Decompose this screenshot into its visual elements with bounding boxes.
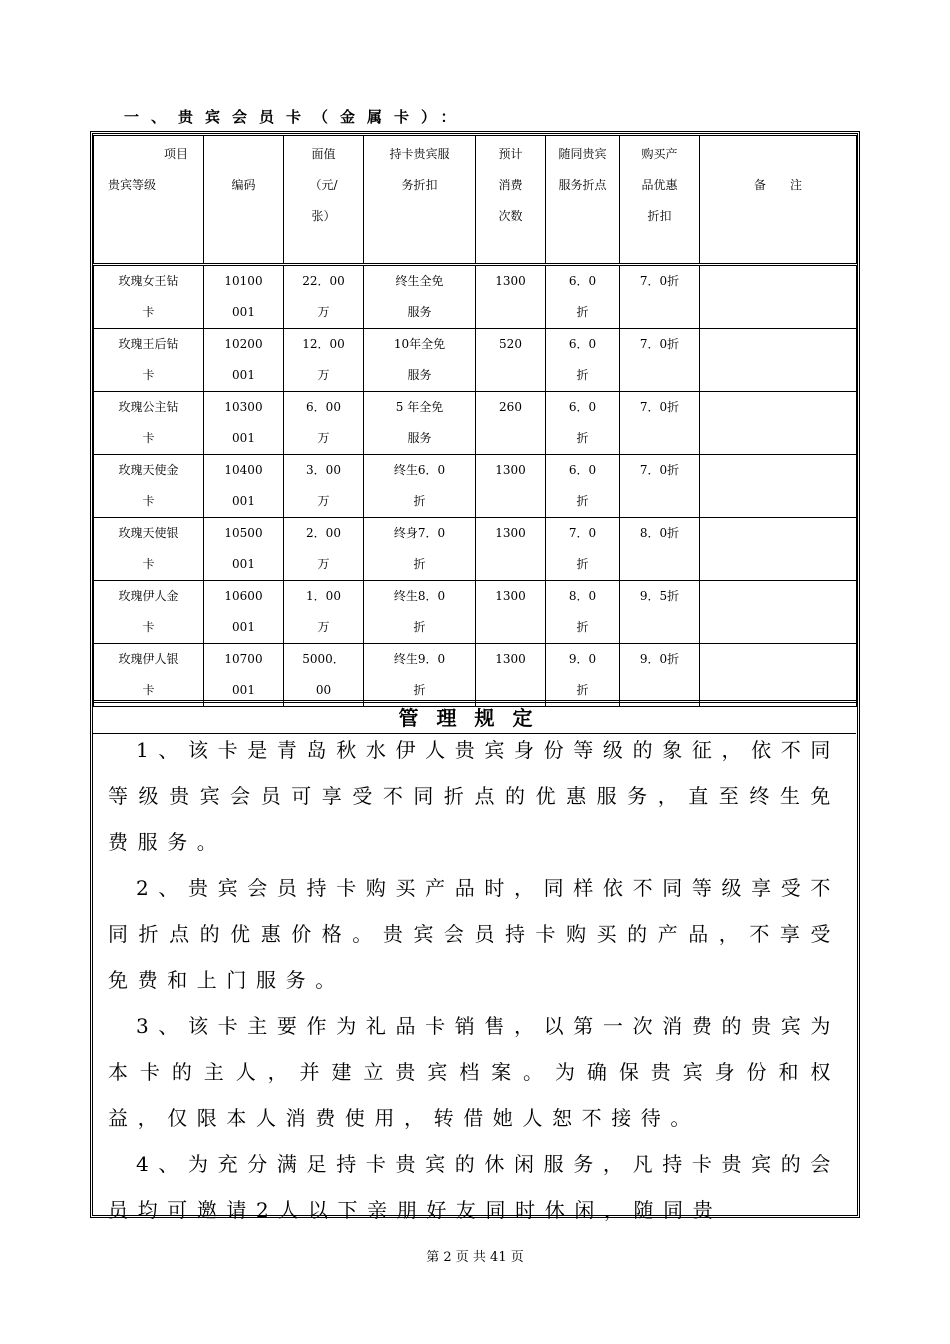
cell-visits: 1300: [476, 518, 546, 581]
rule-paragraph: 4、为充分满足持卡贵宾的休闲服务，凡持卡贵宾的会员均可邀请2人以下亲朋好友同时休闲，随同贵: [108, 1152, 840, 1222]
rule-paragraph: 1、该卡是青岛秋水伊人贵宾身份等级的象征，依不同等级贵宾会员可享受不同折点的优惠服务，直至终生免费服务。: [108, 738, 840, 854]
cell-face-value: 22．00万: [284, 265, 364, 329]
cell-code: 10100001: [204, 265, 284, 329]
cell-code: 10700001: [204, 644, 284, 707]
cell-face-value: 3．00万: [284, 455, 364, 518]
cell-remarks: [700, 644, 857, 707]
cell-companion-discount: 6．0折: [546, 392, 620, 455]
header-corner-bottom: 贵宾等级: [108, 178, 157, 192]
table-row: [94, 581, 857, 644]
table-row: [94, 644, 857, 707]
cell-service-discount: 终生6．0折: [364, 455, 476, 518]
cell-face-value: 2．00万: [284, 518, 364, 581]
cell-companion-discount: 9．0折: [546, 644, 620, 707]
cell-remarks: [700, 329, 857, 392]
cell-product-discount: 8．0折: [620, 518, 700, 581]
cell-remarks: [700, 581, 857, 644]
cell-code: 10400001: [204, 455, 284, 518]
cell-level: 玫瑰伊人金卡: [94, 581, 204, 644]
cell-level: 玫瑰伊人银卡: [94, 644, 204, 707]
cell-level: 玫瑰天使金卡: [94, 455, 204, 518]
cell-service-discount: 终身7．0折: [364, 518, 476, 581]
cell-companion-discount: 6．0折: [546, 455, 620, 518]
cell-product-discount: 9．0折: [620, 644, 700, 707]
header-code: 编码: [204, 136, 284, 265]
cell-visits: 520: [476, 329, 546, 392]
table-row: [94, 455, 857, 518]
cell-code: 10200001: [204, 329, 284, 392]
page-footer: 第 2 页 共 41 页: [426, 1250, 524, 1265]
cell-product-discount: 9．5折: [620, 581, 700, 644]
rule-paragraph: 2、贵宾会员持卡购买产品时，同样依不同等级享受不同折点的优惠价格。贵宾会员持卡购买的产品，不享受免费和上门服务。: [108, 876, 840, 992]
rules-title: 管理规定: [93, 700, 856, 734]
header-product-discount: 购买产品优惠折扣: [620, 136, 700, 265]
cell-visits: 1300: [476, 265, 546, 329]
header-remarks: 备 注: [700, 136, 857, 265]
cell-product-discount: 7．0折: [620, 265, 700, 329]
cell-level: 玫瑰公主钻卡: [94, 392, 204, 455]
header-corner: [94, 136, 204, 265]
header-face-value: 面值（元/张）: [284, 136, 364, 265]
header-corner-top: 项目: [164, 147, 189, 161]
cell-remarks: [700, 455, 857, 518]
cell-companion-discount: 6．0折: [546, 329, 620, 392]
cell-service-discount: 5 年全免服务: [364, 392, 476, 455]
rule-paragraph: 3、该卡主要作为礼品卡销售，以第一次消费的贵宾为本卡的主人，并建立贵宾档案。为确保贵宾身份和权益，仅限本人消费使用，转借她人恕不接待。: [108, 1014, 840, 1130]
cell-product-discount: 7．0折: [620, 329, 700, 392]
cell-level: 玫瑰女王钻卡: [94, 265, 204, 329]
cell-companion-discount: 7．0折: [546, 518, 620, 581]
cell-level: 玫瑰王后钻卡: [94, 329, 204, 392]
rules-body: [108, 727, 840, 1233]
header-visits: 预计消费次数: [476, 136, 546, 265]
cell-visits: 1300: [476, 581, 546, 644]
section-title: 一、贵宾会员卡（金属卡）：: [124, 108, 468, 126]
cell-remarks: [700, 265, 857, 329]
header-companion-discount: 随同贵宾服务折点: [546, 136, 620, 265]
membership-card-table: [93, 135, 857, 707]
table-row: [94, 518, 857, 581]
cell-product-discount: 7．0折: [620, 392, 700, 455]
cell-service-discount: 终生9．0折: [364, 644, 476, 707]
table-row: [94, 392, 857, 455]
table-header-row: [94, 136, 857, 265]
cell-face-value: 12．00万: [284, 329, 364, 392]
cell-remarks: [700, 518, 857, 581]
cell-companion-discount: 6．0折: [546, 265, 620, 329]
cell-level: 玫瑰天使银卡: [94, 518, 204, 581]
cell-remarks: [700, 392, 857, 455]
cell-companion-discount: 8．0折: [546, 581, 620, 644]
cell-product-discount: 7．0折: [620, 455, 700, 518]
header-service-discount: 持卡贵宾服务折扣: [364, 136, 476, 265]
cell-service-discount: 终生全免服务: [364, 265, 476, 329]
cell-face-value: 6．00万: [284, 392, 364, 455]
cell-visits: 1300: [476, 455, 546, 518]
table-row: [94, 329, 857, 392]
table-row: [94, 265, 857, 329]
cell-service-discount: 10年全免服务: [364, 329, 476, 392]
cell-visits: 1300: [476, 644, 546, 707]
cell-service-discount: 终生8．0折: [364, 581, 476, 644]
cell-code: 10300001: [204, 392, 284, 455]
cell-visits: 260: [476, 392, 546, 455]
cell-face-value: 1．00万: [284, 581, 364, 644]
cell-code: 10500001: [204, 518, 284, 581]
cell-face-value: 5000．00: [284, 644, 364, 707]
cell-code: 10600001: [204, 581, 284, 644]
